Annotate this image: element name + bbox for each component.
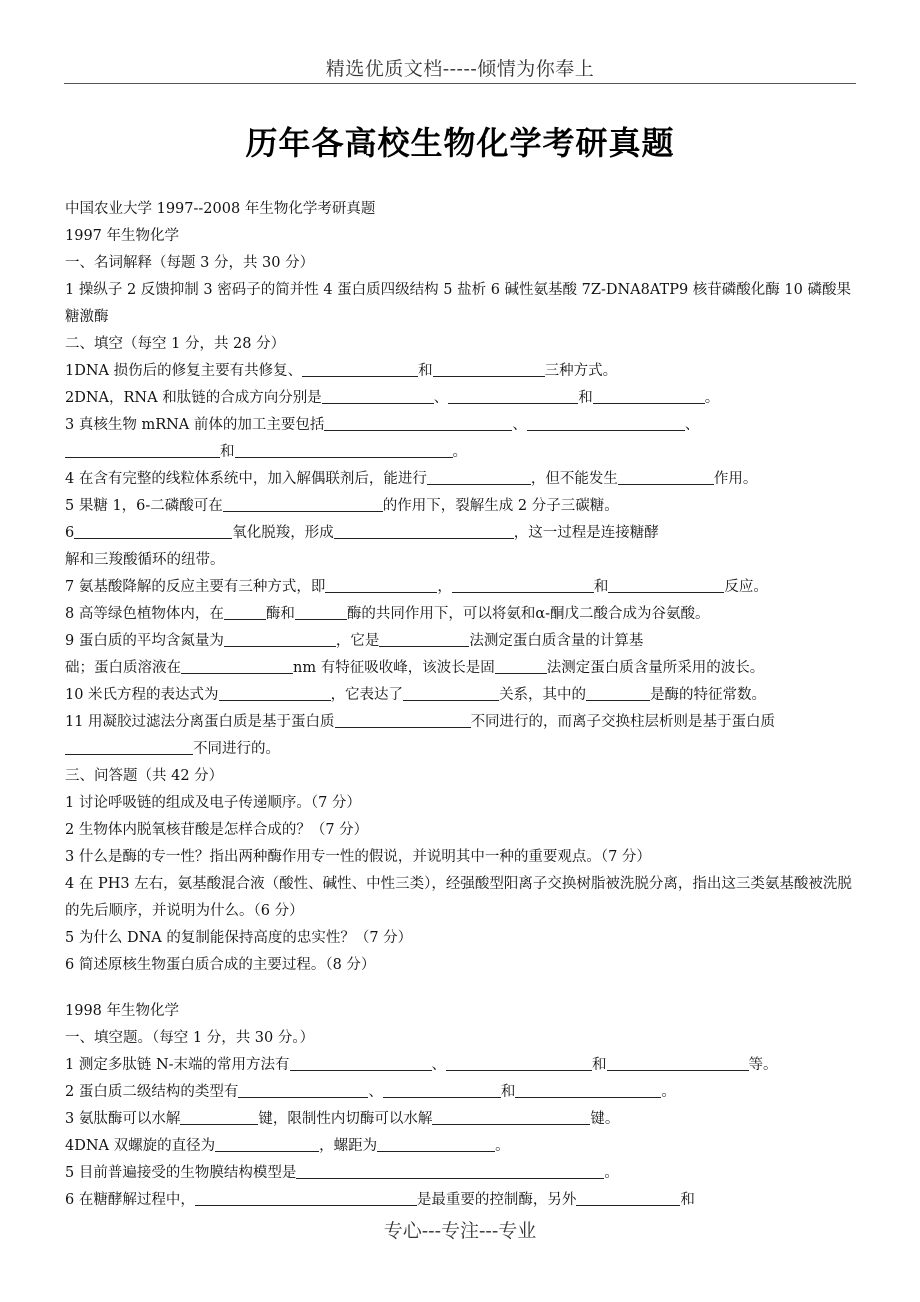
header-rule [64,83,856,84]
question-line: 4 在含有完整的线粒体系统中，加入解偶联剂后，能进行 ，但不能发生 作用。 [65,466,855,493]
answer-blank [427,468,531,485]
answer-blank [608,576,724,593]
answer-blank [290,1054,432,1071]
answer-blank [65,738,193,755]
answer-blank [74,522,232,539]
answer-blank [322,387,434,404]
question-line: 1 操纵子 2 反馈抑制 3 密码子的简并性 4 蛋白质四级结构 5 盐析 6 碱性氨基酸 7Z-DNA8ATP9 核苷磷酸化酶 10 磷酸果糖激酶 [65,282,851,325]
answer-blank [224,630,336,647]
answer-blank [618,468,714,485]
answer-blank [65,441,220,458]
answer-blank [238,1081,368,1098]
answer-blank [324,414,512,431]
question-line: 6 氧化脱羧，形成 ，这一过程是连接糖酵 [65,520,855,547]
question-line: 5 果糖 1，6-二磷酸可在 的作用下，裂解生成 2 分子三碳糖。 [65,493,855,520]
answer-blank [527,414,685,431]
section-heading: 一、填空题。（每空 1 分，共 30 分。） [65,1030,315,1046]
answer-blank [377,1135,495,1152]
answer-blank [235,441,453,458]
answer-blank [576,1189,680,1206]
answer-blank [452,576,594,593]
question-line: 5 为什么 DNA 的复制能保持高度的忠实性？（7 分） [65,930,413,946]
question-line: 6 在糖酵解过程中， 是最重要的控制酶，另外 和 [65,1187,855,1214]
question-line: 1 讨论呼吸链的组成及电子传递顺序。（7 分） [65,795,361,811]
answer-blank [295,603,347,620]
question-line: 6 简述原核生物蛋白质合成的主要过程。（8 分） [65,957,376,973]
question-line: 解和三羧酸循环的纽带。 [65,552,225,568]
question-line: 2 生物体内脱氧核苷酸是怎样合成的？（7 分） [65,822,369,838]
question-line: 1DNA 损伤后的修复主要有共修复、 和 三种方式。 [65,358,855,385]
page-footer: 专心---专注---专业 [383,1220,537,1242]
question-line: 11 用凝胶过滤法分离蛋白质是基于蛋白质 不同进行的，而离子交换柱层析则是基于蛋白质 [65,709,855,736]
answer-blank [383,1081,501,1098]
answer-blank [334,522,514,539]
answer-blank [379,630,469,647]
answer-blank [515,1081,661,1098]
section-heading: 一、名词解释（每题 3 分，共 30 分） [65,255,315,271]
answer-blank [215,1135,319,1152]
question-line: 础；蛋白质溶液在 nm 有特征吸收峰，该波长是固 法测定蛋白质含量所采用的波长。 [65,655,855,682]
question-line: 8 高等绿色植物体内，在 酶和 酶的共同作用下，可以将氨和α-酮戊二酸合成为谷氨酸。 [65,601,855,628]
answer-blank [495,657,547,674]
answer-blank [195,1189,417,1206]
page-header: 精选优质文档-----倾情为你奉上 [325,58,595,80]
question-line: 4 在 PH3 左右，氨基酸混合液（酸性、碱性、中性三类），经强酸型阳离子交换树脂被洗脱分离，指出这三类氨基酸被洗脱的先后顺序，并说明为什么。（6 分） [65,876,852,919]
question-line: 1 测定多肽链 N-末端的常用方法有 、 和 等。 [65,1052,855,1079]
question-line: 和 。 [65,439,855,466]
answer-blank [403,684,499,701]
answer-blank [181,657,293,674]
question-line: 3 真核生物 mRNA 前体的加工主要包括 、 、 [65,412,855,439]
question-line: 7 氨基酸降解的反应主要有三种方式，即 ， 和 反应。 [65,574,855,601]
question-line: 3 氨肽酶可以水解 键，限制性内切酶可以水解 键。 [65,1106,855,1133]
answer-blank [586,684,650,701]
paragraph-gap [65,979,855,998]
document-title: 历年各高校生物化学考研真题 [245,124,675,162]
question-line: 4DNA 双螺旋的直径为 ，螺距为 。 [65,1133,855,1160]
answer-blank [325,576,437,593]
answer-blank [432,1108,590,1125]
section-heading: 二、填空（每空 1 分，共 28 分） [65,336,286,352]
answer-blank [302,360,418,377]
answer-blank [335,711,471,728]
answer-blank [607,1054,749,1071]
answer-blank [448,387,578,404]
answer-blank [180,1108,258,1125]
question-line: 10 米氏方程的表达式为 ，它表达了 关系，其中的 是酶的特征常数。 [65,682,855,709]
section-heading: 1998 年生物化学 [65,1003,180,1019]
answer-blank [219,684,331,701]
question-line: 3 什么是酶的专一性？指出两种酶作用专一性的假说，并说明其中一种的重要观点。（7 分） [65,849,651,865]
question-line: 2DNA，RNA 和肽链的合成方向分别是 、 和 。 [65,385,855,412]
answer-blank [224,603,266,620]
question-line: 2 蛋白质二级结构的类型有 、 和 。 [65,1079,855,1106]
answer-blank [446,1054,592,1071]
document-body [65,196,855,1214]
answer-blank [296,1162,604,1179]
section-heading: 三、问答题（共 42 分） [65,768,224,784]
text-line: 中国农业大学 1997--2008 年生物化学考研真题 [65,201,376,217]
answer-blank [223,495,383,512]
question-line: 不同进行的。 [65,736,855,763]
question-line: 9 蛋白质的平均含氮量为 ，它是 法测定蛋白质含量的计算基 [65,628,855,655]
section-heading: 1997 年生物化学 [65,228,180,244]
answer-blank [433,360,545,377]
answer-blank [593,387,705,404]
question-line: 5 目前普遍接受的生物膜结构模型是 。 [65,1160,855,1187]
